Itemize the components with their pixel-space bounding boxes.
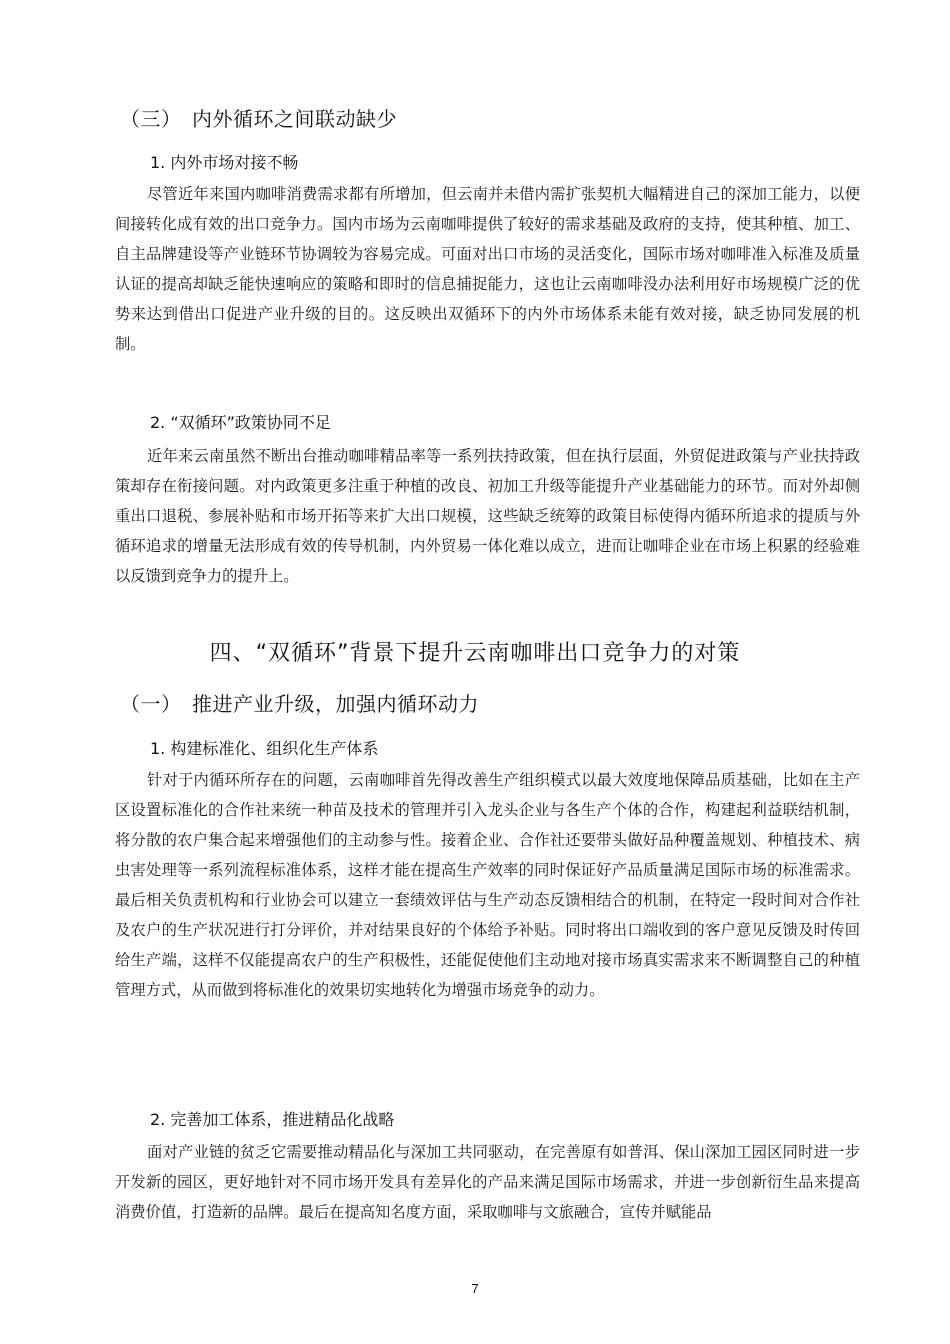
section-title: 内外循环之间联动缺少 — [192, 107, 397, 131]
section-title: 推进产业升级，加强内循环动力 — [192, 692, 479, 716]
subsection-heading-1: 1. 内外市场对接不畅 — [150, 153, 299, 172]
section-heading-4-1 — [120, 688, 479, 717]
chapter-heading-4: 四、“双循环”背景下提升云南咖啡出口竞争力的对策 — [209, 641, 741, 666]
page-number: 7 — [471, 1281, 479, 1296]
paragraph-4: 面对产业链的贫乏它需要推动精品化与深加工共同驱动，在完善原有如普洱、保山深加工园区同时进一步开发新的园区，更好地针对不同市场开发具有差异化的产品来满足国际市场需求，并进一步创新衍生品来提高消费价值，打造新的品牌。最后在提高知名度方面，采取咖啡与文旅融合，宣传并赋能品 — [115, 1143, 860, 1221]
paragraph-3: 针对于内循环所存在的问题，云南咖啡首先得改善生产组织模式以最大效度地保障品质基础，比如在主产区设置标准化的合作社来统一种苗及技术的管理并引入龙头企业与各生产个体的合作，构建起利益联结机制，将分散的农户集合起来增强他们的主动参与性。接着企业、合作社还要带头做好品种覆盖规划、种植技术、病虫害处理等一系列流程标准体系，这样才能在提高生产效率的同时保证好产品质量满足国际市场的标准需求。最后相关负责机构和行业协会可以建立一套绩效评估与生产动态反馈相结合的机制，在特定一段时间对合作社及农户的生产状况进行打分评价，并对结果良好的个体给予补贴。同时将出口端收到的客户意见反馈及时传回给生产端，这样不仅能提高农户的生产积极性，还能促使他们主动地对接市场真实需求来不断调整自己的种植管理方式，从而做到将标准化的效果切实地转化为增强市场竞争的动力。 — [115, 771, 860, 999]
subsection-heading-2: 2. “双循环”政策协同不足 — [150, 413, 331, 432]
paragraph-2: 近年来云南虽然不断出台推动咖啡精品率等一系列扶持政策，但在执行层面，外贸促进政策与产业扶持政策却存在衔接问题。对内政策更多注重于种植的改良、初加工升级等能提升产业基础能力的环节。而对外却侧重出口退税、参展补贴和市场开拓等来扩大出口规模，这些缺乏统筹的政策目标使得内循环所追求的提质与外循环追求的增量无法形成有效的传导机制，内外贸易一体化难以成立，进而让咖啡企业在市场上积累的经验难以反馈到竞争力的提升上。 — [115, 447, 860, 585]
subsection-heading-3: 1. 构建标准化、组织化生产体系 — [150, 739, 379, 758]
subsection-heading-4: 2. 完善加工体系，推进精品化战略 — [150, 1110, 395, 1129]
section-number: （三） — [120, 107, 182, 131]
section-heading-3 — [120, 103, 397, 132]
section-number: （一） — [120, 692, 182, 716]
paragraph-1: 尽管近年来国内咖啡消费需求都有所增加，但云南并未借内需扩张契机大幅精进自己的深加工能力，以便间接转化成有效的出口竞争力。国内市场为云南咖啡提供了较好的需求基础及政府的支持，使其种植、加工、自主品牌建设等产业链环节协调较为容易完成。可面对出口市场的灵活变化，国际市场对咖啡准入标准及质量认证的提高却缺乏能快速响应的策略和即时的信息捕捉能力，这也让云南咖啡没办法利用好市场规模广泛的优势来达到借出口促进产业升级的目的。这反映出双循环下的内外市场体系未能有效对接，缺乏协同发展的机制。 — [115, 185, 860, 353]
